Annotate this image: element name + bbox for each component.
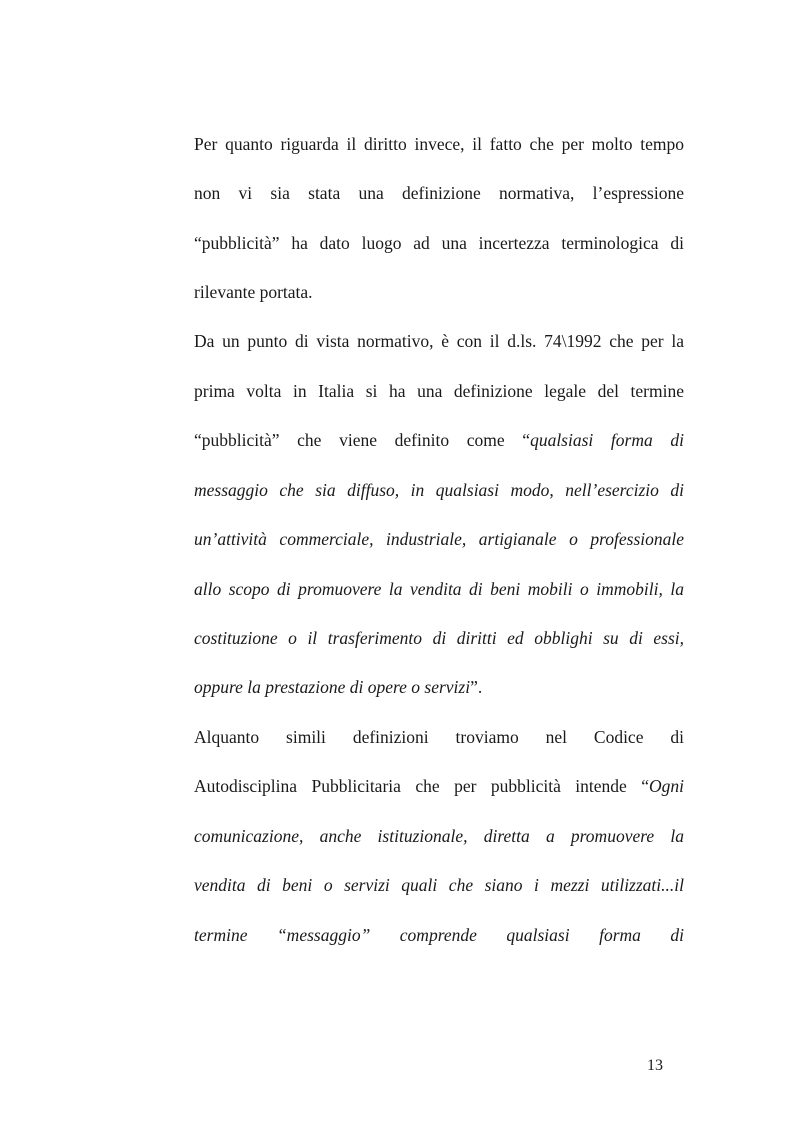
text-segment: Autodisciplina Pubblicitaria che per pubblicità intende “ xyxy=(194,776,649,796)
text-segment: Per quanto riguarda il diritto invece, il fatto che per molto tempo xyxy=(194,134,684,154)
text-segment-italic: vendita di beni o servizi quali che siano i mezzi utilizzati...il xyxy=(194,875,684,895)
text-segment-italic: allo scopo di promuovere la vendita di beni mobili o immobili, la xyxy=(194,579,684,599)
text-segment: rilevante portata. xyxy=(194,282,313,302)
text-line xyxy=(194,875,684,895)
text-segment-italic: comunicazione, anche istituzionale, diretta a promuovere la xyxy=(194,826,684,846)
text-line xyxy=(194,776,684,796)
text-segment-italic: messaggio che sia diffuso, in qualsiasi modo, nell’esercizio di xyxy=(194,480,684,500)
text-line xyxy=(194,727,684,747)
text-segment: Alquanto simili definizioni troviamo nel Codice di xyxy=(194,727,684,747)
text-segment: non vi sia stata una definizione normativa, l’espressione xyxy=(194,183,684,203)
text-line xyxy=(194,430,684,450)
text-segment-italic: oppure la prestazione di opere o servizi xyxy=(194,677,471,697)
text-line xyxy=(194,183,684,203)
text-line xyxy=(194,677,684,697)
text-line xyxy=(194,134,684,154)
text-segment-italic: Ogni xyxy=(649,776,684,796)
text-line xyxy=(194,579,684,599)
text-segment: “pubblicità” che viene definito come “ xyxy=(194,430,531,450)
text-line xyxy=(194,826,684,846)
text-segment: “pubblicità” ha dato luogo ad una incertezza terminologica di xyxy=(194,233,684,253)
text-segment-italic: termine “messaggio” comprende qualsiasi forma di xyxy=(194,925,684,945)
text-line xyxy=(194,381,684,401)
text-line xyxy=(194,480,684,500)
text-line xyxy=(194,331,684,351)
text-segment: prima volta in Italia si ha una definizione legale del termine xyxy=(194,381,684,401)
text-segment: ”. xyxy=(470,677,483,697)
text-line xyxy=(194,628,684,648)
text-segment-italic: costituzione o il trasferimento di diritti ed obblighi su di essi, xyxy=(194,628,684,648)
page-number: 13 xyxy=(647,1057,663,1074)
text-line xyxy=(194,529,684,549)
text-line xyxy=(194,282,684,302)
text-segment: Da un punto di vista normativo, è con il d.ls. 74\1992 che per la xyxy=(194,331,684,351)
text-line xyxy=(194,925,684,945)
text-line xyxy=(194,233,684,253)
text-segment-italic: qualsiasi forma di xyxy=(530,430,684,450)
text-segment-italic: un’attività commerciale, industriale, artigianale o professionale xyxy=(194,529,684,549)
